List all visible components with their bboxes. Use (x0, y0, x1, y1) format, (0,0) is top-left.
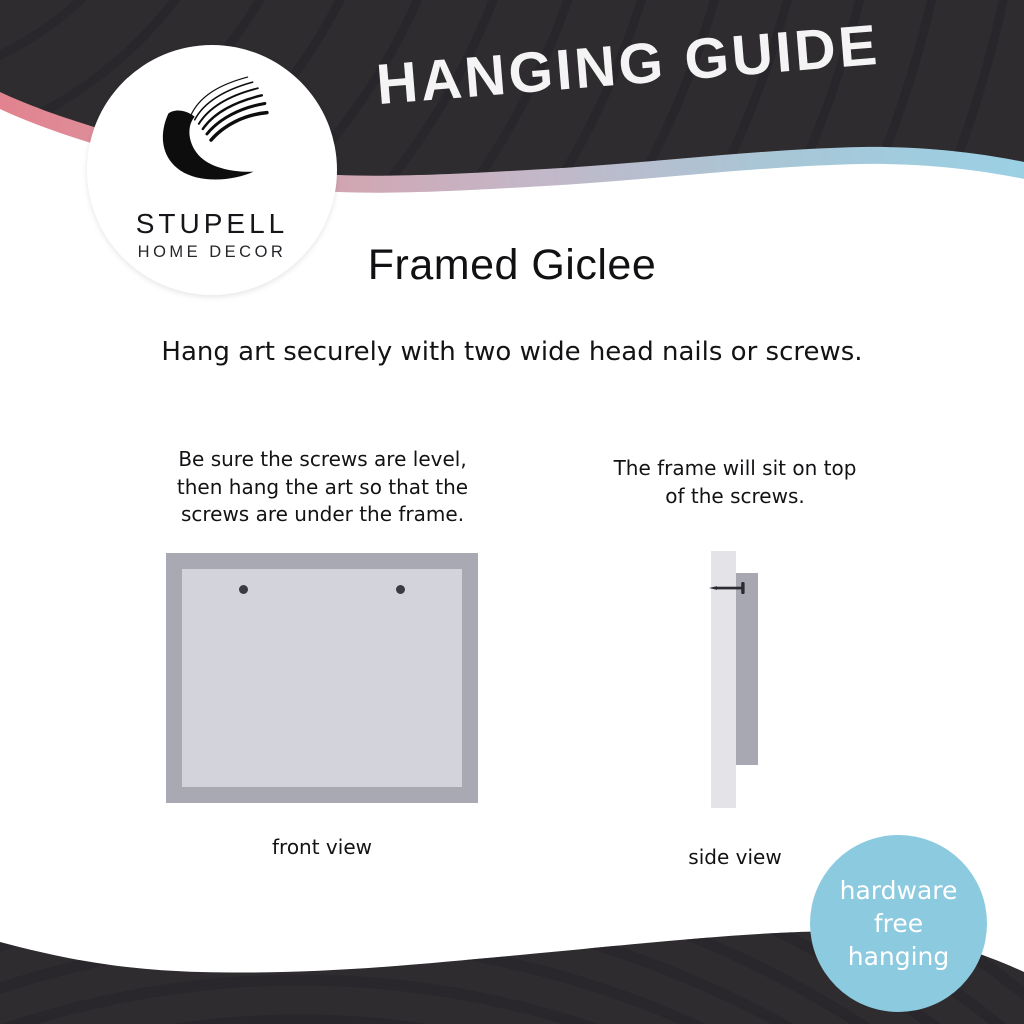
front-view-caption (130, 446, 515, 529)
side-view-label: side view (688, 845, 782, 869)
product-type-title: Framed Giclee (367, 241, 657, 289)
badge-line-1: hardware (839, 876, 958, 905)
screw-right-icon (396, 585, 405, 594)
badge-line-2: free (873, 909, 924, 938)
brand-tagline: HOME DECOR (137, 243, 287, 261)
front-caption-line-2: then hang the art so that the (176, 474, 469, 499)
front-caption-line-1: Be sure the screws are level, (178, 447, 467, 471)
nail-icon (708, 581, 750, 595)
intro-text: Hang art securely with two wide head nails or screws. (161, 337, 863, 367)
side-view-caption (575, 455, 895, 510)
banner-title: HANGING GUIDE (373, 12, 883, 118)
front-view-diagram (166, 553, 478, 803)
stupell-swoosh-s-icon (150, 73, 272, 195)
badge-line-3: hanging (847, 942, 950, 971)
side-caption-line-1: The frame will sit on top (613, 456, 857, 480)
screw-left-icon (239, 585, 248, 594)
hardware-free-badge (810, 835, 987, 1012)
frame-profile-strip (736, 573, 758, 765)
front-view-label: front view (272, 835, 372, 859)
side-caption-line-2: of the screws. (665, 483, 805, 508)
brand-name: STUPELL (135, 208, 289, 239)
frame-mat (182, 569, 462, 787)
front-caption-line-3: screws are under the frame. (180, 502, 465, 526)
